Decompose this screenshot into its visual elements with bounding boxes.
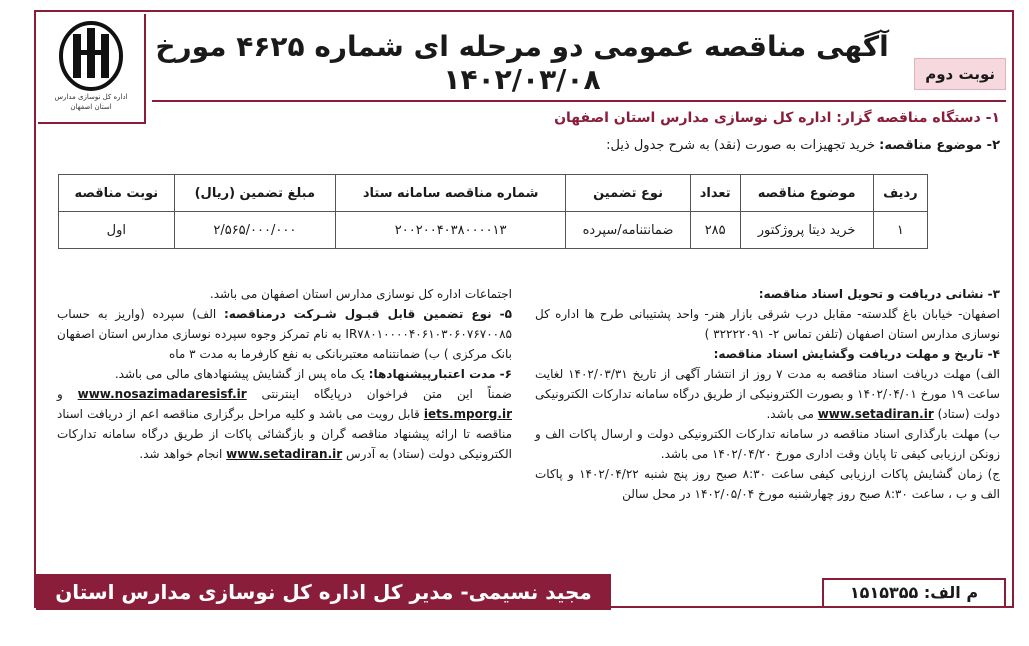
section4-title: ۴- تاریخ و مهلت دریافت وگشایش اسناد مناقصه: — [713, 347, 1000, 361]
logo-caption-line1: اداره کل نوسازی مدارس — [54, 93, 128, 101]
table-cell: ۱ — [873, 212, 927, 249]
ad-code-box: م الف: ۱۵۱۵۳۵۵ — [822, 578, 1006, 608]
table-cell: ضمانتنامه/سپرده — [566, 212, 691, 249]
table-cell: ۲۰۰۲۰۰۴۰۳۸۰۰۰۰۱۳ — [336, 212, 566, 249]
table-header-cell: ردیف — [873, 175, 927, 212]
and-word: و — [57, 387, 63, 401]
section5-title: ۵- نوع تضمین قابل قبـول شـرکت درمناقصه: — [223, 307, 512, 321]
table-cell: خرید دیتا پروژکتور — [740, 212, 873, 249]
section6-rest: قابل رویت می باشد و کلیه مراحل برگزاری مناقصه اعم از دریافت اسناد مناقصه تا ارائه پیشنهاد مناقصه گران و بازگشائی پاکات از طریق درگاه سامانه تدارکات الکترونیکی دولت (ستاد) به آدرس — [57, 407, 512, 461]
section5 — [57, 304, 512, 364]
table-header-cell: مبلغ تضمین (ریال) — [174, 175, 335, 212]
iets-link[interactable]: iets.mporg.ir — [423, 407, 512, 421]
section3-title: ۳- نشانی دریافت و تحویل اسناد مناقصه: — [758, 287, 1000, 301]
section6 — [57, 364, 512, 384]
section5-text: الف) سپرده (واریز به حساب IR۷۸۰۱۰۰۰۰۴۰۶۱۰۳۰۶۰۷۶۷۰۰۸۵ به نام تمرکز وجوه سپرده نوسازی مدارس استان اصفهان بانک مرکزی ) ب) ضمانتنامه معتبربانکی به نفع کارفرما به مدت ۳ ماه — [57, 307, 512, 361]
section4-c: ج) زمان گشایش پاکات ارزیابی کیفی ساعت ۸:۳۰ صبح روز پنج شنبه ۱۴۰۲/۰۴/۲۲ و پاکات الف و ب ، ساعت ۸:۳۰ صبح روز چهارشنبه مورخ ۱۴۰۲/۰۵/۰۴ در محل سالن — [535, 467, 1001, 501]
table-header-cell: نوبت مناقصه — [59, 175, 175, 212]
header-divider — [152, 100, 1006, 102]
school-renovation-logo-icon — [56, 20, 126, 92]
section2-subject — [606, 138, 1000, 153]
table-cell: ۲۸۵ — [690, 212, 740, 249]
section6-end: انجام خواهد شد. — [139, 447, 223, 461]
table-row — [59, 212, 928, 249]
signature-banner: مجید نسیمی- مدیر کل اداره کل نوسازی مدارس استان اصفهان — [36, 574, 611, 610]
section6-text: یک ماه پس از گشایش پیشنهادهای مالی می باشد. — [114, 367, 365, 381]
section1-organizer: ۱- دستگاه مناقصه گزار: اداره کل نوسازی مدارس استان اصفهان — [554, 110, 1000, 126]
section4-a — [535, 364, 1000, 424]
organization-logo — [38, 14, 146, 124]
table-cell: اول — [59, 212, 175, 249]
section6-more — [57, 384, 512, 464]
table-header-cell: شماره مناقصه سامانه ستاد — [336, 175, 566, 212]
advertisement-frame — [34, 10, 1014, 640]
setadiran-link-2[interactable]: www.setadiran.ir — [226, 447, 343, 461]
table-header-row — [59, 175, 928, 212]
setadiran-link[interactable]: www.setadiran.ir — [817, 407, 934, 421]
logo-caption-line2: استان اصفهان — [70, 103, 112, 111]
round-badge: نوبت دوم — [914, 58, 1006, 90]
table-header-cell: موضوع مناقصه — [740, 175, 873, 212]
right-column — [535, 284, 1000, 504]
section6-title: ۶- مدت اعتبارپیشنهادها: — [368, 367, 512, 381]
tender-table — [58, 174, 928, 249]
section4-a-text: الف) مهلت دریافت اسناد مناقصه به مدت ۷ روز از انتشار آگهی از تاریخ ۱۴۰۲/۰۳/۳۱ لغایت ساعت ۱۹ مورخ ۱۴۰۲/۰۴/۰۱ و بصورت الکترونیکی از طریق درگاه سامانه تدارکات الکترونیکی دولت (ستاد) — [535, 367, 1000, 421]
page-title: آگهی مناقصه عمومی دو مرحله ای شماره ۴۶۲۵ مورخ ۱۴۰۲/۰۳/۰۸ — [155, 30, 889, 96]
section3-text: اصفهان- خیابان باغ گلدسته- مقابل درب شرقی بازار هنر- واحد پشتیبانی طرح ها اداره کل نوسازی مدارس استان اصفهان (تلفن تماس ۲- ۳۲۲۲۲۰۹۱ ) — [535, 307, 1000, 341]
section2-label: ۲- موضوع مناقصه: — [879, 138, 1000, 153]
section6-more-text: ضمناً این متن فراخوان درپایگاه اینترنتی — [261, 387, 512, 401]
section4-b: ب) مهلت بارگذاری اسناد مناقصه در سامانه تدارکات الکترونیکی دولت و ارسال پاکات الف و زونکن ارزیابی کیفی تا پایان وقت اداری مورخ ۱۴۰۲/۰۴/۲۰ می باشد. — [535, 427, 1000, 461]
nosazi-website-link[interactable]: www.nosazimadaresisf.ir — [77, 387, 247, 401]
left-column — [57, 284, 512, 464]
venue-continuation: اجتماعات اداره کل نوسازی مدارس استان اصفهان می باشد. — [209, 287, 512, 301]
table-header-cell: نوع تضمین — [566, 175, 691, 212]
table-header-cell: تعداد — [690, 175, 740, 212]
section4-a-end: می باشد. — [766, 407, 814, 421]
table-cell: ۲/۵۶۵/۰۰۰/۰۰۰ — [174, 212, 335, 249]
section2-text: خرید تجهیزات به صورت (نقد) به شرح جدول ذیل: — [606, 138, 876, 153]
